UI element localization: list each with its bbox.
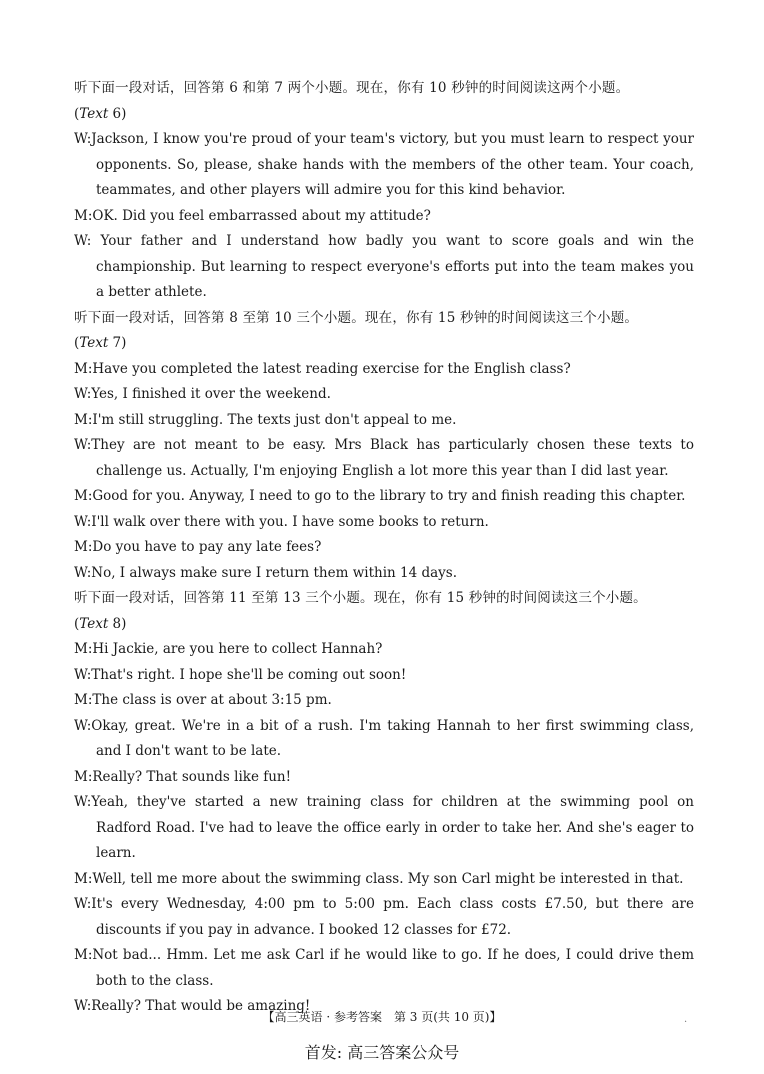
dialogue-line: W:Yeah, they've started a new training class for children at the swimming pool on Radford Road. I've had to leave the office early in order to take her. And she's eager to learn. xyxy=(74,794,694,861)
dialogue-line: W:It's every Wednesday, 4:00 pm to 5:00 pm. Each class costs £7.50, but there are discounts if you pay in advance. I booked 12 classes for £72. xyxy=(74,896,694,938)
dialogue-line: M:Do you have to pay any late fees? xyxy=(74,539,322,555)
dialogue-line: M:The class is over at about 3:15 pm. xyxy=(74,692,332,708)
corner-mark: . xyxy=(684,1014,688,1025)
dialogue-line: W:That's right. I hope she'll be coming out soon! xyxy=(74,666,407,683)
dialogue-line: W:They are not meant to be easy. Mrs Black has particularly chosen these texts to challenge us. Actually, I'm enjoying English a lot more this year than I did last year. xyxy=(74,437,694,479)
dialogue-line: W:Really? That would be amazing! xyxy=(74,998,311,1014)
dialogue-line: M:Good for you. Anyway, I need to go to the library to try and finish reading this chapter. xyxy=(74,488,686,504)
text-label: (Text 8) xyxy=(74,615,127,632)
dialogue-line: M:Have you completed the latest reading exercise for the English class? xyxy=(74,360,571,377)
dialogue-line: M:I'm still struggling. The texts just don't appeal to me. xyxy=(74,411,457,428)
dialogue-line: M:Not bad... Hmm. Let me ask Carl if he would like to go. If he does, I could drive them both to the class. xyxy=(74,947,694,989)
dialogue-line: W:Yes, I finished it over the weekend. xyxy=(74,386,331,402)
dialogue-line: W:I'll walk over there with you. I have some books to return. xyxy=(74,513,489,530)
dialogue-line: M:Well, tell me more about the swimming class. My son Carl might be interested in that. xyxy=(74,870,684,887)
dialogue-line: W:Jackson, I know you're proud of your team's victory, but you must learn to respect your opponents. So, please, shake hands with the members of the other team. Your coach, teammates, and other players will admire you for this kind behavior. xyxy=(74,131,694,198)
document-body xyxy=(74,76,694,1020)
text-label: (Text 6) xyxy=(74,105,127,122)
dialogue-line: W:Okay, great. We're in a bit of a rush. I'm taking Hannah to her first swimming class, and I don't want to be late. xyxy=(74,717,694,759)
dialogue-line: M:Really? That sounds like fun! xyxy=(74,768,292,785)
dialogue-line: W:No, I always make sure I return them within 14 days. xyxy=(74,564,458,581)
source-note: 首发: 高三答案公众号 xyxy=(304,1043,460,1062)
dialogue-line: W: Your father and I understand how badly you want to score goals and win the championship. But learning to respect everyone's efforts put into the team makes you a better athlete. xyxy=(74,233,694,300)
section-instruction: 听下面一段对话，回答第 11 至第 13 三个小题。现在，你有 15 秒钟的时间阅读这三个小题。 xyxy=(74,590,647,606)
section-instruction: 听下面一段对话，回答第 6 和第 7 两个小题。现在，你有 10 秒钟的时间阅读这两个小题。 xyxy=(74,80,630,96)
page-footer: 【高三英语 · 参考答案 第 3 页(共 10 页)】 xyxy=(262,1010,502,1024)
section-instruction: 听下面一段对话，回答第 8 至第 10 三个小题。现在，你有 15 秒钟的时间阅读这三个小题。 xyxy=(74,309,639,326)
dialogue-line: M:Hi Jackie, are you here to collect Hannah? xyxy=(74,641,383,657)
dialogue-line: M:OK. Did you feel embarrassed about my attitude? xyxy=(74,207,431,224)
text-label: (Text 7) xyxy=(74,335,127,351)
